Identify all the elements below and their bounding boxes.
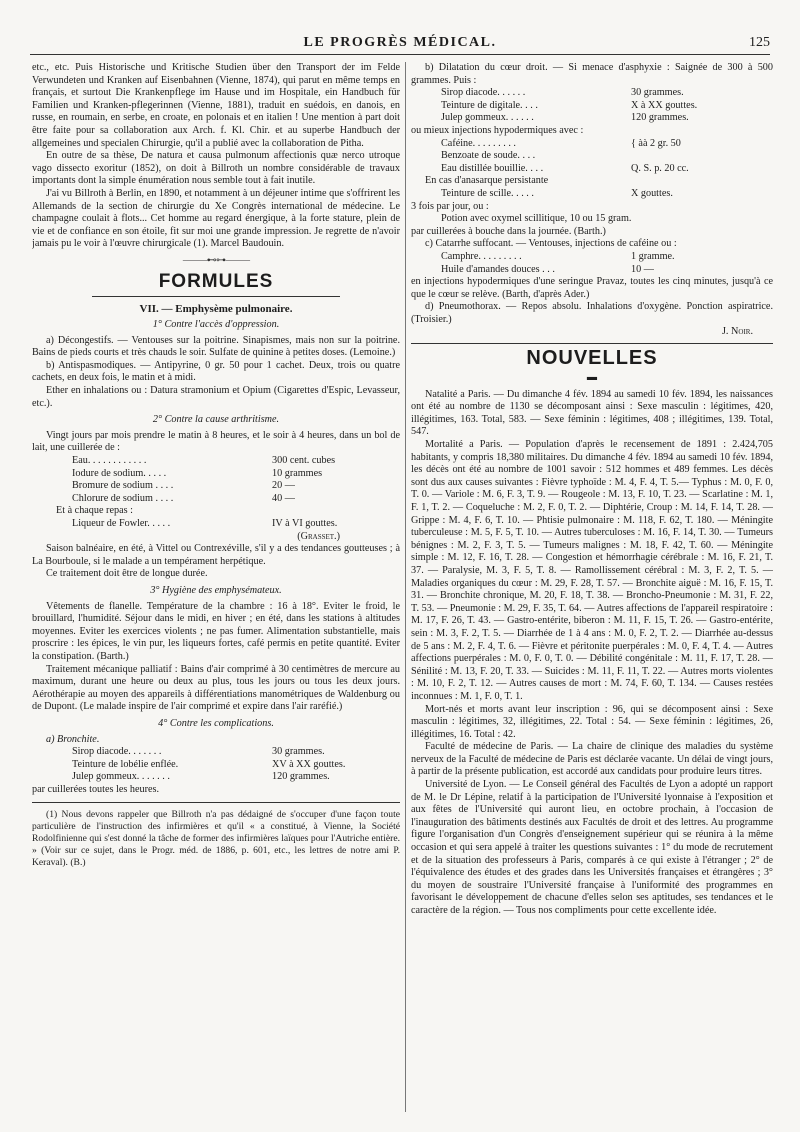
recipe-line: Teinture de scille. . . . . X gouttes.	[441, 187, 673, 199]
sub2-text-2: Ce traitement doit être de longue durée.	[46, 568, 208, 580]
recipe-line: Liqueur de Fowler. . . . . IV à VI gouttes.	[72, 518, 338, 529]
column-divider	[405, 62, 406, 1112]
catarrhe: c) Catarrhe suffocant. — Ventouses, injections de caféine ou :	[425, 238, 677, 250]
three-times: 3 fois par jour, ou :	[411, 200, 489, 212]
recipe-line: Sirop diacode. . . . . . . 30 grammes.	[72, 746, 325, 758]
dilatation-title: b) Dilatation du cœur droit. — Si menace d'asphyxie : Saignée de 300 à 500 grammes. Puis :	[411, 62, 773, 86]
recipe-line: Eau distillée bouillie. . . . Q. S. p. 20 cc.	[441, 162, 689, 174]
subsection-title: VII. — Emphysème pulmonaire.	[139, 302, 293, 315]
potion: Potion avec oxymel scillitique, 10 ou 15 gram.	[441, 213, 632, 225]
page-number: 125	[749, 35, 770, 50]
universite-paragraph: Université de Lyon. — Le Conseil général des Facultés de Lyon a adopté un rapport de M. le Dr Lépine, relatif à la participation de l'Université lyonnaise à l'exposition et aux fêtes de l'Université qui auront lieu, en octobre prochain, à l'occasion de l'inauguration des bâtiments destinés aux Facultés de droit et des lettres. Au programme figure l'organisation d'un Congrès d'enseignement supérieur qui se réunira à la même occasion et qui sera appelé à traiter les questions suivantes : 1° du mode de recrutement et de la situation des professeurs à Paris, comparés à ce qui existe à l'étranger ; 2° de l'équivalence des études et des grades dans les Universités françaises et étrangères ; 3° du moyen de soustraire l'Université française à l'uniformité des programmes en favorisant le développement de chacune d'elles selon ses aptitudes, ses tendances et le caractère de la région. — Tous nos compliments pour cette excellente idée.	[411, 779, 773, 916]
sub1-item-a: a) Décongestifs. — Ventouses sur la poitrine. Sinapismes, mais non sur la poitrine. Bains de pieds courts et très chauds le soir. Sulfate de quinine à petites doses. (Lemoine.)	[32, 334, 400, 359]
section-rule-top	[411, 343, 773, 344]
intro-paragraph-3: J'ai vu Billroth à Berlin, en 1890, et notamment à un déjeuner intime que s'offrirent les Allemands de la section de chirurgie du Xe Congrès international de médecine. Le champagne coulait à flots... Cet homme au regard énergique, à la forte stature, plein de vie et de confiance en son étoile, fit sur moi une grande impression. Je regrette de n'avoir jamais pu le voir à l'œuvre chirurgicale (1). Marcel Baudouin.	[32, 187, 400, 250]
recipe-line: Camphre. . . . . . . . . 1 gramme.	[441, 250, 675, 262]
recipe-line: Teinture de digitale. . . . X à XX gouttes.	[441, 99, 698, 111]
recipe-line: Caféine. . . . . . . . . { àà 2 gr. 50	[441, 137, 681, 149]
footnote: (1) Nous devons rappeler que Billroth n'a pas dédaigné de s'occuper d'une façon toute particulière de l'instruction des infirmières et qu'il « a constitué, à Vienne, la Société Rodolfinienne qui s'est donné la tâche de former des infirmières laïques pour l'Autriche entière. » (Voir sur ce sujet, dans le Progr. méd. de 1886, p. 601, etc., les lettres de notre ami P. Keraval). (B.)	[32, 809, 400, 869]
sub4-a: a) Bronchite.	[46, 733, 100, 745]
sub2-meal: Et à chaque repas :	[56, 505, 133, 517]
natalite-paragraph: Natalité a Paris. — Du dimanche 4 fév. 1894 au samedi 10 fév. 1894, les naissances ont été au nombre de 1130 se décomposant ainsi : Sexe masculin : légitimes, 420, illégitimes, 163. Total, 583. — Sexe féminin : légitimes, 408 ; illégitimes, 139. Total, 547.	[411, 388, 773, 438]
recipe-line: Chlorure de sodium . . . . 40 —	[72, 492, 295, 504]
signature: J. Noir.	[721, 326, 753, 338]
sub4-dose: par cuillerées toutes les heures.	[32, 783, 160, 795]
journal-title: LE PROGRÈS MÉDICAL.	[303, 35, 497, 50]
recipe-line: Bromure de sodium . . . . 20 —	[72, 480, 295, 492]
sub1-title: 1° Contre l'accès d'oppression.	[152, 319, 280, 331]
mort-nes-paragraph: Mort-nés et morts avant leur inscription : 96, qui se décomposent ainsi : Sexe masculin : légitimes, 32, illégitimes, 22. Total : 54. — Sexe féminin : légitimes, 26, illégitimes, 16. Total : 42.	[411, 703, 773, 740]
footnote-rule	[32, 802, 400, 803]
right-column	[411, 62, 773, 1124]
sub3-text-2: Traitement mécanique palliatif : Bains d'air comprimé à 30 centimètres de mercure au maximum, durant une heure ou deux au plus, tous les jours ou tous les deux jours. Aérothérapie au moyen des appareils à différentiations manométriques de Waldenburg ou de Dupont. (Le malade inspire de l'air comprimé et expire dans l'air raréfié.)	[32, 663, 400, 713]
sub2-author: (Grasset.)	[297, 530, 340, 542]
recipe-line: Teinture de lobélie enflée. XV à XX gouttes.	[72, 758, 346, 770]
section-dash: ▬	[586, 372, 598, 384]
sub1-item-b: b) Antispasmodiques. — Antipyrine, 0 gr. 50 pour 1 cachet. Deux, trois ou quatre cachets, en deux fois, le matin et à midi.	[32, 359, 400, 384]
section-title-formules: FORMULES	[158, 270, 274, 292]
pneumothorax: d) Pneumothorax. — Repos absolu. Inhalations d'oxygène. Ponction aspiratrice. (Troisier.)	[411, 301, 773, 325]
intro-paragraph-2: En outre de sa thèse, De natura et causa pulmonum affectionis quæ nerco utroque vago dissecto exoritur (1852), on doit à Billroth un nombre considérable de travaux importants dont la simple énumération nous semble tout à fait inutile.	[32, 150, 400, 187]
page-header	[30, 32, 770, 55]
sub2-text-1: Saison balnéaire, en été, à Vittel ou Contrexéville, s'il y a des tendances goutteuses ; à La Bourboule, si le malade a un tempérament herpétique.	[32, 543, 400, 567]
mortalite-paragraph: Mortalité a Paris. — Population d'après le recensement de 1891 : 2.424,705 habitants, y compris 18,380 militaires. Du dimanche 4 fév. 1894 au samedi 10 fév. 1894, les décès ont été au nombre de 1001 savoir : 512 hommes et 489 femmes. Les décès sont dus aux causes suivantes : Fièvre typhoïde : M. 4, F. 4, T. 5.— Typhus : M. 0, F. 0, T. 0. — Variole : M. 6, F. 3, T. 9. — Rougeole : M. 13, F. 10, T. 23. — Scarlatine : M. 1, F. 1, T. 2. — Coqueluche : M. 2, F. 0, T. 2. — Diphtérie, Croup : M. 14, F. 14, T. 28. — Grippe : M. 4, F. 6, T. 10. — Phtisie pulmonaire : M. 118, F. 62, T. 180. — Méningite tuberculeuse : M. 5, F. 5, T. 10. — Autres tuberculoses : M. 16, F. 14, T. 30. — Tumeurs bénignes : M. 2, F. 3, T. 5. — Tumeurs malignes : M. 18, F. 42, T. 60. — Méningite simple : M. 12, F. 16, T. 28. — Congestion et hémorrhagie cérébrale : M. 16, F. 21, T. 37. — Paralysie, M. 3, F. 5, T. 8. — Ramollissement cérébral : M. 3, F. 2, T. 5. — Maladies organiques du cœur : M. 29, F. 28, T. 57. — Bronchite aiguë : M. 16, F. 15, T. 31. — Bronchite chronique, M. 20, F. 18, T. 38. — Broncho-Pneumonie : M. 31, F. 22, T. 53. — Pneumonie : M. 29, F. 35, T. 64. — Autres affections de l'appareil respiratoire : M. 17, F. 26, T. 43. — Gastro-entérite, biberon : M. 11, F. 15, T. 26. — Gastro-entérite, sein : M. 3, F. 2, T. 5. — Diarrhée de 1 à 4 ans : M. 0, F. 2, T. 2. — Diarrhée au-dessus de 5 ans : M. 2, F. 4, T. 6. — Fièvre et péritonite puerpérales : M. 0, F. 4, T. 4. — Autres affections puerpérales : M. 0, F. 0, T. 0. — Débilité congénitale : M. 11, F. 17, T. 28. — Sénilité : M. 13, F. 20, T. 33. — Suicides : M. 11, F. 11, T. 22. — Autres morts violentes : M. 10, F. 2, T. 12. — Autres causes de mort : M. 74, F. 60, T. 134. — Causes restées inconnues : M. 1, F. 0, T. 1.	[411, 439, 773, 702]
recipe-line: Iodure de sodium. . . . . 10 grammes	[72, 467, 323, 479]
potion-dose: par cuillerées à bouche dans la journée. (Barth.)	[411, 225, 606, 237]
recipe-line: Huile d'amandes douces . . . 10 —	[441, 263, 654, 275]
sub2-intro: Vingt jours par mois prendre le matin à 8 heures, et le soir à 4 heures, dans un bol de lait, une cuillerée de :	[32, 429, 400, 454]
recipe-line: Julep gommeux. . . . . . 120 grammes.	[441, 112, 689, 124]
sub3-text-1: Vêtements de flanelle. Température de la chambre : 16 à 18°. Eviter le froid, le brouillard, l'humidité. Séjour dans le midi, en hiver ; en été, dans les stations à altitudes moyennes. Eviter les exercices violents ; ne pas fumer. Alimentation substantielle, mais proscrire : les épices, le vin pur, les liqueurs fortes, café permis en petite quantité. Eviter la constipation. (Barth.)	[32, 600, 400, 662]
sub1-item-c: Ether en inhalations ou : Datura stramonium et Opium (Cigarettes d'Espic, Levasseur, etc.).	[32, 385, 400, 409]
intro-paragraph-1: etc., etc. Puis Historische und Kritische Studien über den Transport der im Felde Verwundeten und Kranken auf Eisenbahnen (Vienne, 1874), qui parut en même temps en français, et surtout Die Krankenpflege im Hause und im Hospitale, ein Handbuch für Familien und Kranken-pflegerinnen (Vienne, 1881), traduit en suédois, en danois, en russe, en roumain, en serbe, en croate, en polonais et en italien ! Une mention à part doit être faite pour sa collaboration aux Arch. f. Kl. Chir. et au superbe Handbuch der allgemeines und specialen Chirurgie, qu'il a publié avec la collaboration de Pitha.	[32, 62, 400, 149]
sub4-title: 4° Contre les complications.	[158, 717, 274, 729]
recipe-line: Julep gommeux. . . . . . . 120 grammes.	[72, 771, 330, 783]
ornament-divider: ⸻⊷⊶⸻	[182, 254, 250, 266]
anasarque: En cas d'anasarque persistante	[425, 175, 549, 187]
recipe-line: Eau. . . . . . . . . . . . 300 cent. cubes	[72, 455, 336, 467]
left-column	[32, 62, 400, 1124]
sub3-title: 3° Hygiène des emphysémateux.	[150, 584, 282, 596]
section-title-nouvelles: NOUVELLES	[526, 347, 658, 370]
faculte-paragraph: Faculté de médecine de Paris. — La chaire de clinique des maladies du système nerveux de la Faculté de médecine de Paris est déclarée vacante. Un délai de vingt jours, à partir de la présente publication, est accordé aux candidats pour produire leurs titres.	[411, 741, 773, 778]
injections-intro: ou mieux injections hypodermiques avec :	[411, 124, 584, 136]
recipe-line: Benzoate de soude. . . .	[441, 150, 536, 162]
section-rule	[92, 296, 340, 297]
catarrhe-text: en injections hypodermiques d'une seringue Pravaz, toutes les cinq minutes, jusqu'à ce que le cœur se relève. (Barth, d'après Ader.)	[411, 276, 773, 300]
sub2-title: 2° Contre la cause arthritisme.	[152, 414, 280, 426]
recipe-line: Sirop diacode. . . . . . 30 grammes.	[441, 87, 684, 99]
